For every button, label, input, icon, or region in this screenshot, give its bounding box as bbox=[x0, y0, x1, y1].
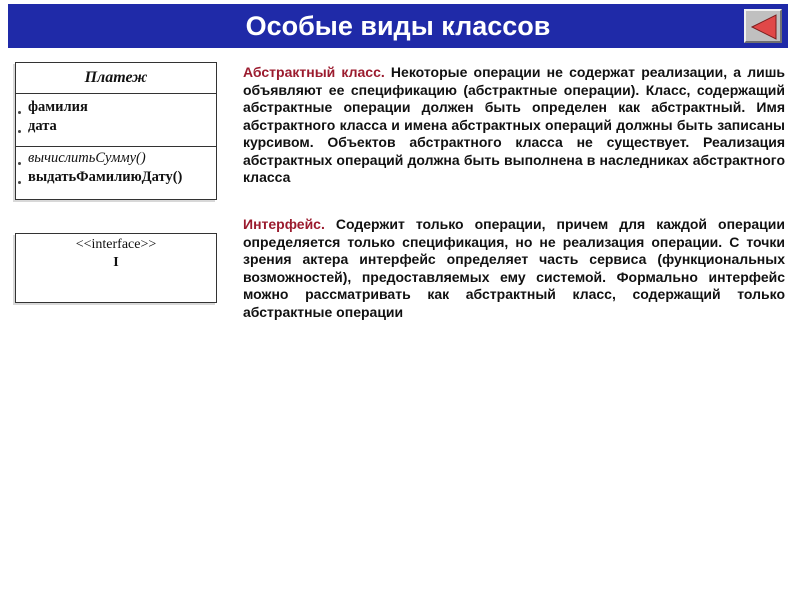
bullet-icon bbox=[18, 162, 21, 165]
class-operations bbox=[16, 147, 216, 199]
abstract-class-paragraph bbox=[243, 64, 785, 187]
bullet-icon bbox=[18, 111, 21, 114]
interface-paragraph bbox=[243, 216, 785, 321]
attribute-item: дата bbox=[28, 118, 57, 134]
bullet-icon bbox=[18, 181, 21, 184]
interface-stereotype: <<interface>> bbox=[75, 237, 157, 252]
class-attributes bbox=[16, 94, 216, 147]
title-bar bbox=[8, 4, 788, 48]
attribute-item: фамилия bbox=[28, 99, 88, 115]
page-title: Особые виды классов bbox=[245, 11, 551, 41]
abstract-class-body: Некоторые операции не содержат реализации, а лишь объявляют ее спецификацию (абстрактные операции). Класс, содержащий абстрактные операции должен быть определен как абстрактный. Имя абстрактного класса и имена абстрактных операций должны быть записаны курсивом. Объектов абстрактного класса не существует. Реализация абстрактных операций должна быть выполнена в наследниках абстрактного класса bbox=[243, 64, 785, 185]
back-button[interactable] bbox=[744, 9, 782, 43]
interface-body: Содержит только операции, причем для каждой операции определяется только спецификация, но не реализация операции. С точки зрения актера интерфейс определяет часть сервиса (функциональных возможностей), предоставляемых ему системой. Формально интерфейс можно рассматривать как абстрактный класс, содержащий только абстрактные операции bbox=[243, 216, 785, 320]
abstract-operation: вычислитьСумму() bbox=[28, 150, 146, 166]
interface-name: I bbox=[113, 255, 119, 270]
back-triangle-icon bbox=[750, 14, 778, 40]
abstract-class-diagram bbox=[15, 62, 217, 200]
class-name: Платеж bbox=[16, 63, 216, 94]
abstract-class-heading: Абстрактный класс. bbox=[243, 64, 385, 80]
interface-diagram bbox=[15, 233, 217, 303]
interface-heading: Интерфейс. bbox=[243, 216, 325, 232]
concrete-operation: выдатьФамилиюДату() bbox=[28, 169, 183, 185]
bullet-icon bbox=[18, 130, 21, 133]
